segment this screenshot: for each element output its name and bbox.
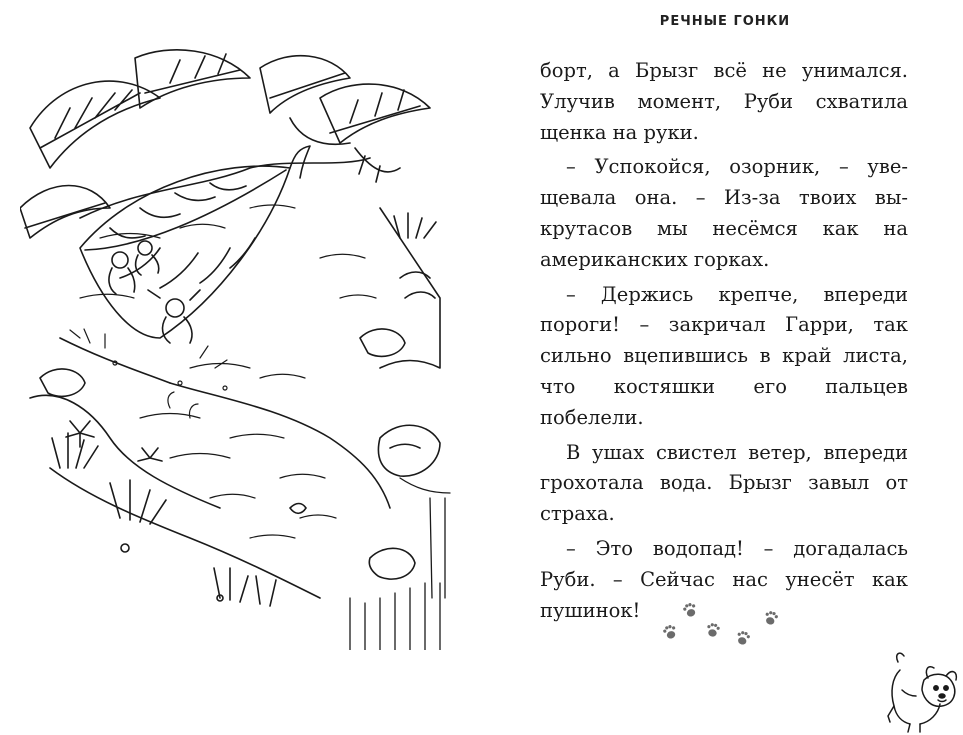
river-banks [30, 158, 440, 598]
paragraph-1: борт, а Брызг всё не унимался. Улучив момент, Руби схватила щенка на руки. [540, 59, 908, 144]
water-ripples [80, 205, 376, 538]
paragraph-3: – Держись крепче, впереди пороги! – закричал Гарри, так сильно вцепившись в край листа, что костяшки его пальцев побелели. [540, 282, 908, 429]
waterfall [350, 478, 450, 650]
running-head: РЕЧНЫЕ ГОНКИ [659, 14, 791, 29]
leaf-boat [80, 146, 310, 338]
paw-prints-icon [655, 598, 785, 650]
paragraph-4: В ушах свистел ветер, впереди грохотала вода. Брызг завыл от страха. [540, 440, 908, 526]
paragraph-2: – Успокойся, озорник, – увещевала она. – Из-за твоих выкрутасов мы несёмся как на американских горках. [540, 155, 908, 271]
body-text [540, 56, 908, 626]
puppy-icon [880, 650, 960, 734]
rocks [40, 329, 440, 579]
river-leaf-illustration [20, 38, 460, 650]
splashes [70, 329, 227, 418]
jungle-leaves-top [20, 50, 430, 238]
paragraph-5: – Это водопад! – догадалась Руби. – Сейчас нас унесёт как пушинок! [540, 536, 908, 622]
